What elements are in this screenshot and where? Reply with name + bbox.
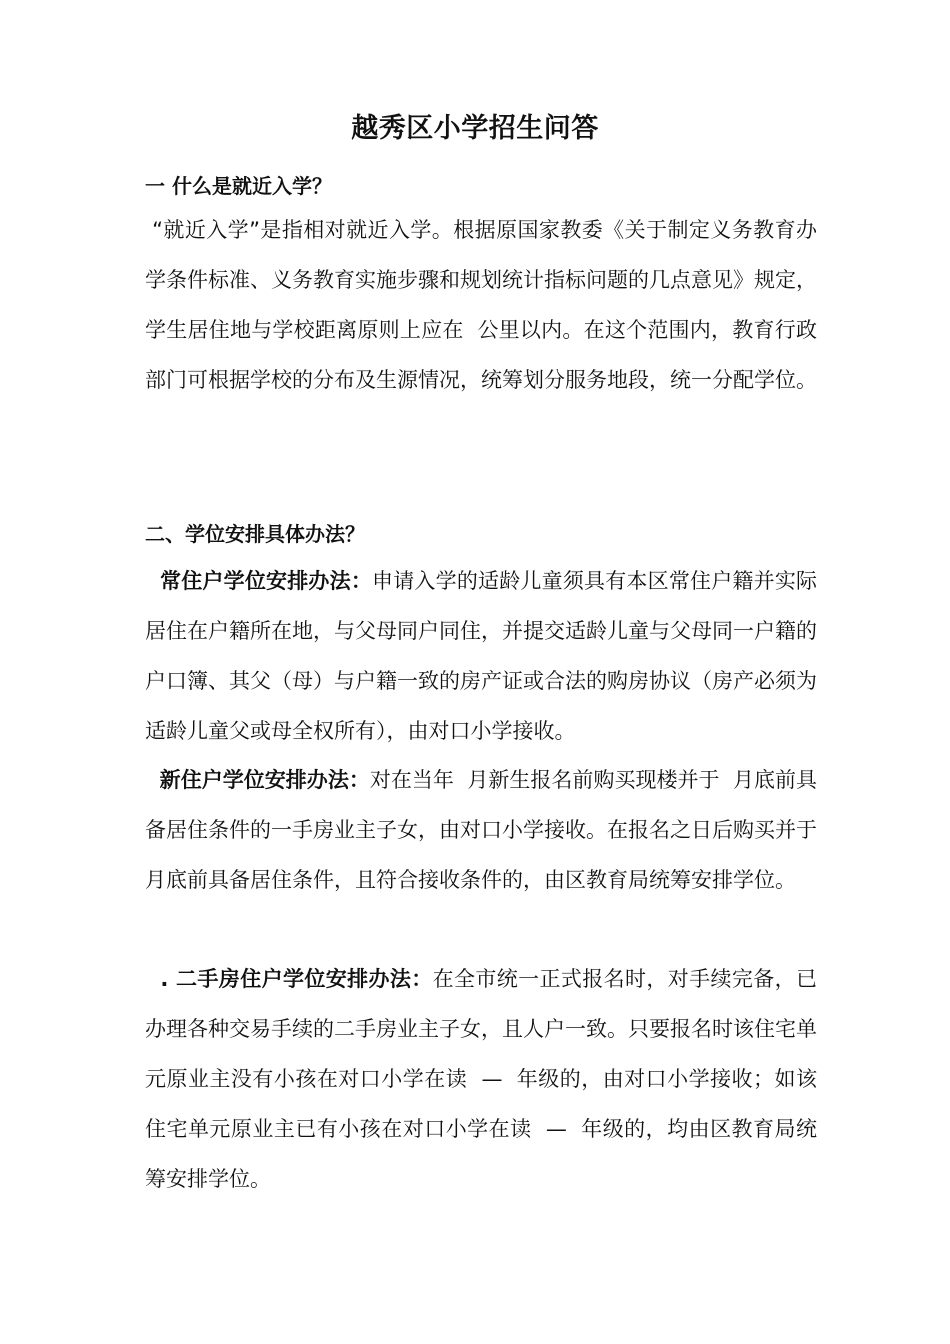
question-1-heading: 一 什么是就近入学？ [145, 174, 332, 198]
second-hand-resident-lead: . 二手房住户学位安排办法： [145, 967, 433, 991]
permanent-resident-paragraph [145, 556, 817, 756]
second-hand-resident-body: 在全市统一正式报名时，对手续完备，已办理各种交易手续的二手房业主子女，且人户一致。只要报名时该住宅单元原业主没有小孩在对口小学在读 — 年级的，由对口小学接收；如该住宅单元原业主已有小孩在对口小学在读 — 年级的，均由区教育局统筹安排学位。 [145, 967, 818, 1191]
question-1-answer: “就近入学”是指相对就近入学。根据原国家教委《关于制定义务教育办学条件标准、义务教育实施步骤和规划统计指标问题的几点意见》规定，学生居住地与学校距离原则上应在 公里以内。在这个范围内，教育行政部门可根据学校的分布及生源情况，统筹划分服务地段，统一分配学位。 [145, 218, 817, 392]
new-resident-paragraph [145, 755, 831, 905]
new-resident-body: 对在当年 月新生报名前购买现楼并于 月底前具备居住条件的一手房业主子女，由对口小学接收。在报名之日后购买并于 月底前具备居住条件，且符合接收条件的，由区教育局统筹安排学位。 [145, 768, 831, 892]
permanent-resident-lead: 常住户学位安排办法： [145, 569, 373, 593]
new-resident-lead: 新住户学位安排办法： [145, 768, 370, 792]
permanent-resident-body: 申请入学的适龄儿童须具有本区常住户籍并实际居住在户籍所在地，与父母同户同住，并提交适龄儿童与父母同一户籍的户口簿、其父（母）与户籍一致的房产证或合法的购房协议（房产必须为适龄儿童父或母全权所有），由对口小学接收。 [145, 569, 818, 743]
second-hand-resident-paragraph [145, 954, 817, 1204]
question-2-heading: 二、学位安排具体办法？ [145, 522, 365, 546]
document-title: 越秀区小学招生问答 [351, 113, 599, 144]
